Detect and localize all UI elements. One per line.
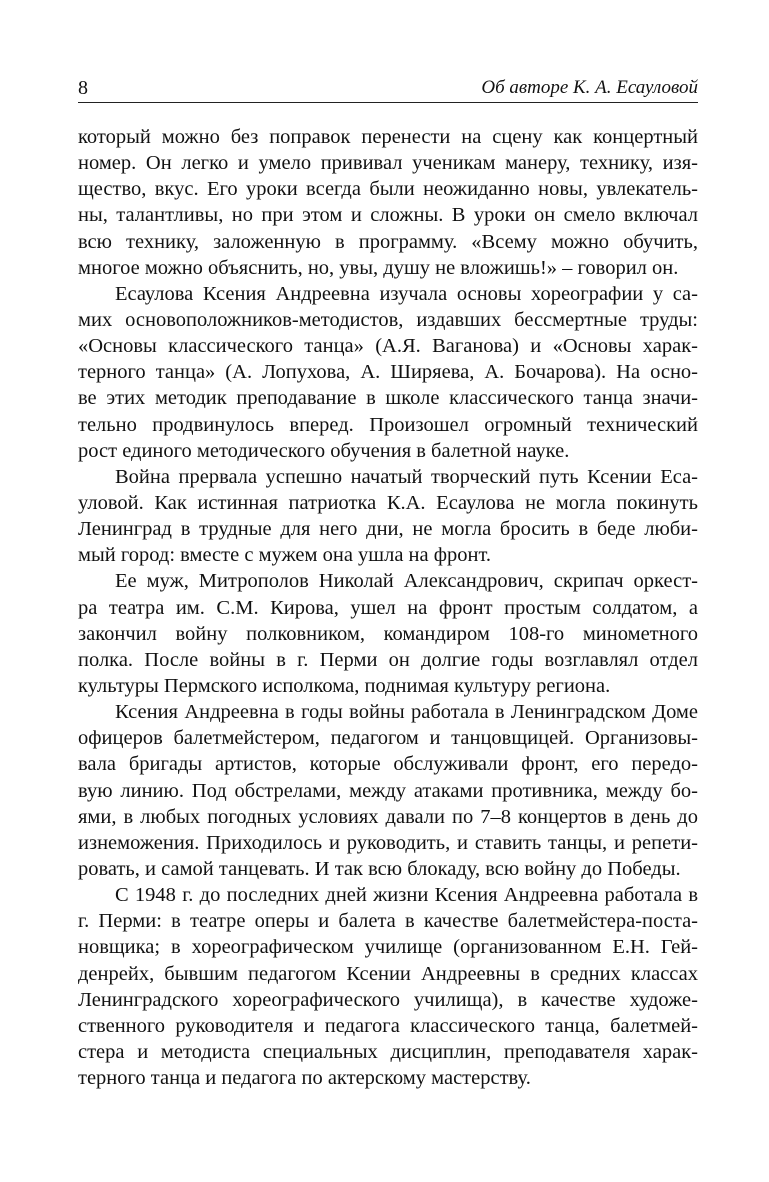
text-line: терного танца и педагога по актерскому мастерству. [78, 1067, 531, 1090]
paragraph [78, 568, 698, 699]
text-line: вала бригады артистов, которые обслуживали фронт, его передо- [78, 753, 698, 776]
text-line: денрейх, бывшим педагогом Ксении Андреевны в средних классах [78, 962, 698, 985]
paragraph [78, 882, 698, 1091]
text-line: Ее муж, Митрополов Николай Александрович, скрипач оркест- [115, 570, 698, 593]
text-line: Ленинградского хореографического училища), в качестве художе- [78, 988, 698, 1011]
text-line: Есаулова Ксения Андреевна изучала основы хореографии у са- [115, 282, 698, 305]
text-line: ровать, и самой танцевать. И так всю блокаду, всю войну до Победы. [78, 857, 681, 880]
text-line: стера и методиста специальных дисциплин, преподавателя харак- [78, 1040, 698, 1063]
text-line: терного танца» (А. Лопухова, А. Ширяева, А. Бочарова). На осно- [78, 361, 698, 384]
text-line: который можно без поправок перенести на сцену как концертный [78, 126, 698, 148]
text-line: всю технику, заложенную в программу. «Всему можно обучить, [78, 230, 698, 253]
text-line: г. Перми: в театре оперы и балета в качестве балетмейстера-поста- [78, 910, 698, 933]
paragraph [78, 699, 698, 882]
running-header [78, 76, 698, 103]
paragraph [78, 464, 698, 569]
page-number: 8 [78, 77, 88, 99]
text-line: ра театра им. С.М. Кирова, ушел на фронт простым солдатом, а [78, 596, 698, 619]
text-line: ны, талантливы, но при этом и сложны. В уроки он смело включал [78, 204, 698, 227]
body-text [78, 124, 698, 1091]
text-line: рост единого методического обучения в балетной науке. [78, 439, 570, 462]
text-line: ями, в любых погодных условиях давали по 7–8 концертов в день до [78, 805, 698, 828]
text-line: культуры Пермского исполкома, поднимая культуру региона. [78, 674, 611, 697]
text-line: тельно продвинулось вперед. Произошел огромный технический [78, 413, 698, 436]
text-line: вую линию. Под обстрелами, между атаками противника, между бо- [78, 779, 698, 802]
text-line: номер. Он легко и умело прививал ученикам манеру, технику, изя- [78, 152, 698, 175]
text-line: ственного руководителя и педагога классического танца, балетмей- [78, 1014, 698, 1037]
text-line: Ленинград в трудные для него дни, не могла бросить в беде люби- [78, 518, 698, 541]
running-title: Об авторе К. А. Есауловой [481, 77, 698, 98]
text-line: «Основы классического танца» (А.Я. Ваганова) и «Основы харак- [78, 335, 698, 358]
text-line: офицеров балетмейстером, педагогом и танцовщицей. Организовы- [78, 727, 698, 750]
paragraph [78, 124, 698, 281]
text-line: изнеможения. Приходилось и руководить, и ставить танцы, и репети- [78, 831, 698, 854]
text-line: Война прервала успешно начатый творческий путь Ксении Еса- [115, 465, 698, 488]
text-line: мих основоположников-методистов, издавших бессмертные труды: [78, 308, 698, 331]
text-line: полка. После войны в г. Перми он долгие годы возглавлял отдел [78, 648, 698, 671]
text-line: мый город: вместе с мужем она ушла на фронт. [78, 544, 492, 567]
text-line: новщика; в хореографическом училище (организованном Е.Н. Гей- [78, 936, 698, 959]
text-line: уловой. Как истинная патриотка К.А. Есаулова не могла покинуть [78, 491, 698, 514]
paragraph [78, 281, 698, 464]
text-line: С 1948 г. до последних дней жизни Ксения Андреевна работала в [115, 884, 698, 907]
text-line: закончил войну полковником, командиром 108-го минометного [78, 622, 698, 645]
text-line: многое можно объяснить, но, увы, душу не вложишь!» – говорил он. [78, 256, 679, 279]
text-line: щество, вкус. Его уроки всегда были неожиданно новы, увлекатель- [78, 178, 698, 201]
text-line: ве этих методик преподавание в школе классического танца значи- [78, 387, 698, 410]
text-line: Ксения Андреевна в годы войны работала в Ленинградском Доме [115, 701, 698, 724]
